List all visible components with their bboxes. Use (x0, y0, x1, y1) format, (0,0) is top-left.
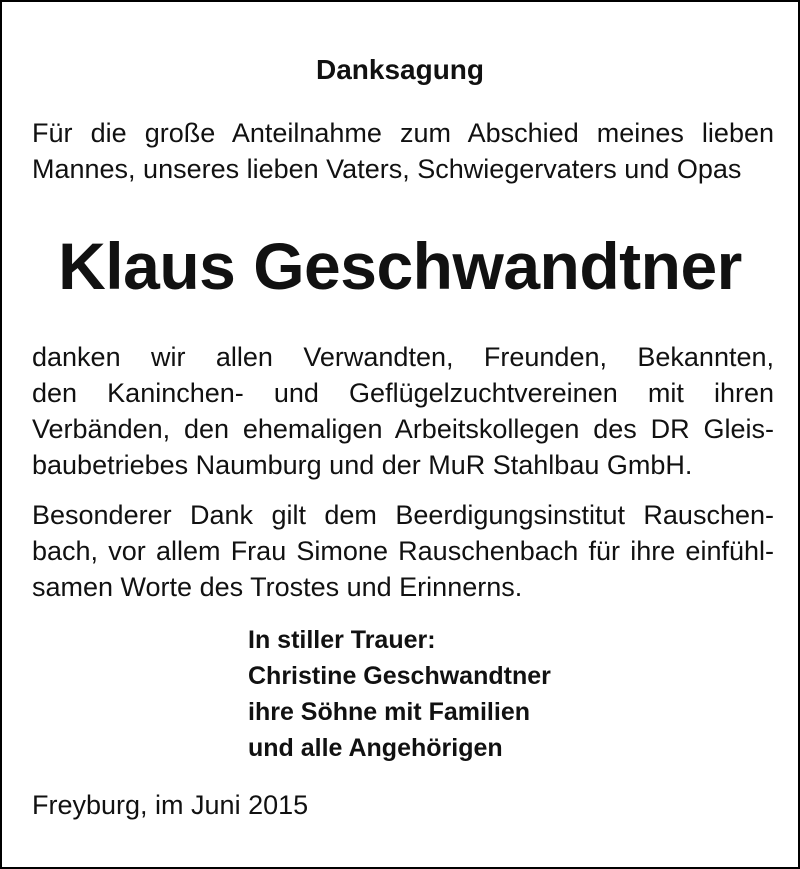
paragraph-line: Besonderer Dank gilt dem Beerdigungsinstitut Rauschen- (32, 500, 774, 530)
signature-line: In stiller Trauer: (248, 626, 436, 654)
paragraph-line: baubetriebes Naumburg und der MuR Stahlbau GmbH. (32, 450, 693, 480)
intro-line: Mannes, unseres lieben Vaters, Schwiegervaters und Opas (32, 154, 742, 184)
paragraph-line: samen Worte des Trostes und Erinnerns. (32, 572, 523, 602)
paragraph-line: Verbänden, den ehemaligen Arbeitskollegen des DR Gleis- (32, 414, 774, 444)
intro-line: Für die große Anteilnahme zum Abschied meines lieben (32, 118, 774, 148)
intro-text (32, 115, 774, 187)
place-date: Freyburg, im Juni 2015 (32, 790, 309, 820)
mourners-signature (248, 622, 551, 766)
special-thanks-paragraph (32, 497, 774, 605)
signature-line: und alle Angehörigen (248, 734, 503, 762)
paragraph-line: den Kaninchen- und Geflügelzuchtvereinen mit ihren (32, 378, 774, 408)
paragraph-line: bach, vor allem Frau Simone Rauschenbach für ihre einfühl- (32, 536, 774, 566)
signature-line: ihre Söhne mit Familien (248, 698, 530, 726)
deceased-name: Klaus Geschwandtner (58, 229, 742, 303)
paragraph-line: danken wir allen Verwandten, Freunden, Bekannten, (32, 342, 774, 372)
notice-heading: Danksagung (315, 54, 485, 85)
thanks-paragraph (32, 339, 774, 483)
signature-line: Christine Geschwandtner (248, 662, 551, 690)
